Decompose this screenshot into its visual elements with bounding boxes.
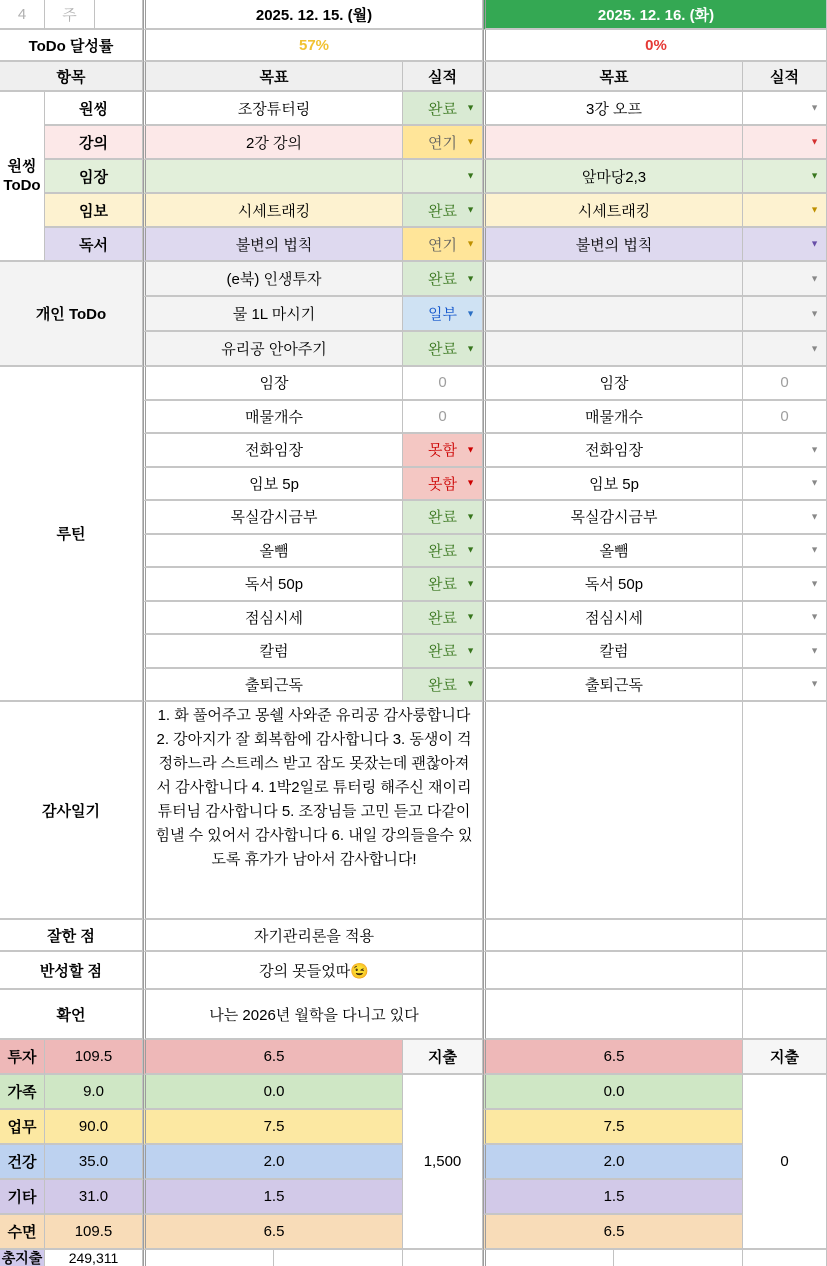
status-dropdown[interactable] — [403, 468, 483, 502]
status-dropdown[interactable] — [403, 126, 483, 160]
routine-item[interactable]: 임보 5p — [483, 468, 743, 502]
status-text: 완료 — [428, 509, 457, 527]
goal-cell[interactable] — [483, 332, 743, 367]
dropdown-arrow-icon: ▼ — [466, 645, 475, 656]
empty-cell[interactable] — [483, 1250, 614, 1266]
dropdown-arrow-icon: ▼ — [466, 273, 475, 283]
status-dropdown[interactable] — [743, 160, 827, 194]
status-dropdown[interactable] — [403, 160, 483, 194]
status-dropdown[interactable] — [743, 501, 827, 535]
routine-item[interactable]: 점심시세 — [143, 602, 403, 636]
goal-cell[interactable]: 유리공 안아주기 — [143, 332, 403, 367]
status-dropdown[interactable] — [403, 434, 483, 468]
status-dropdown[interactable] — [403, 194, 483, 228]
routine-item[interactable]: 출퇴근독 — [483, 669, 743, 703]
one-thing-section-label — [0, 92, 45, 262]
status-dropdown[interactable] — [743, 568, 827, 602]
dropdown-arrow-icon: ▼ — [810, 136, 819, 147]
dropdown-arrow-icon: ▼ — [810, 678, 819, 689]
day2-value-cell[interactable]: 2.0 — [483, 1145, 743, 1180]
status-dropdown[interactable] — [403, 297, 483, 332]
good-point-text-cell[interactable]: 자기관리론을 적용 — [143, 920, 483, 952]
empty-cell — [95, 0, 143, 30]
dropdown-arrow-icon: ▼ — [466, 611, 475, 622]
dropdown-arrow-icon: ▼ — [810, 170, 819, 181]
empty-cell[interactable] — [743, 990, 827, 1040]
status-dropdown[interactable] — [743, 92, 827, 126]
dropdown-arrow-icon: ▼ — [810, 102, 819, 113]
goal-cell[interactable] — [143, 160, 403, 194]
routine-item[interactable]: 칼럼 — [143, 635, 403, 669]
goal-cell[interactable] — [483, 126, 743, 160]
day1-date-header[interactable]: 2025. 12. 15. (월) — [143, 0, 483, 30]
routine-item[interactable]: 점심시세 — [483, 602, 743, 636]
goal-cell[interactable]: 시세트래킹 — [143, 194, 403, 228]
dropdown-arrow-icon: ▼ — [466, 170, 475, 181]
day1-value-cell[interactable]: 1.5 — [143, 1180, 403, 1215]
day2-actual-header: 실적 — [743, 62, 827, 92]
day2-rate-value[interactable]: 0% — [483, 30, 827, 62]
dropdown-arrow-icon: ▼ — [466, 308, 475, 318]
day1-value-cell[interactable]: 7.5 — [143, 1110, 403, 1145]
status-dropdown[interactable] — [743, 126, 827, 160]
status-dropdown[interactable] — [403, 332, 483, 367]
routine-item[interactable]: 독서 50p — [483, 568, 743, 602]
goal-cell[interactable]: (e북) 인생투자 — [143, 262, 403, 297]
week-number-cell[interactable]: 4 — [0, 0, 45, 30]
category-label: 업무 — [0, 1110, 45, 1145]
dropdown-arrow-icon: ▼ — [810, 645, 819, 656]
day2-date-header[interactable]: 2025. 12. 16. (화) — [483, 0, 827, 30]
empty-cell[interactable] — [743, 1250, 827, 1266]
status-dropdown[interactable] — [403, 501, 483, 535]
routine-item[interactable]: 독서 50p — [143, 568, 403, 602]
dropdown-arrow-icon: ▼ — [810, 444, 819, 455]
dropdown-arrow-icon: ▼ — [466, 204, 475, 215]
row-label: 독서 — [45, 228, 143, 262]
dropdown-arrow-icon: ▼ — [810, 238, 819, 249]
routine-item[interactable]: 임장 — [483, 367, 743, 401]
routine-item[interactable]: 매물개수 — [143, 401, 403, 435]
dropdown-arrow-icon: ▼ — [466, 477, 475, 488]
dropdown-arrow-icon: ▼ — [810, 477, 819, 488]
dropdown-arrow-icon: ▼ — [810, 611, 819, 622]
gratitude-text-cell[interactable]: 1. 화 풀어주고 몽쉘 사와준 유리공 감사룽합니다 2. 강아지가 잘 회복함에 감사합니다 3. 동생이 걱정하느라 스트레스 받고 잠도 못잤는데 괜찮아져서 감사합니다 4. 1박2일로 튜터링 해주신 재이리튜터님 감사합니다 5. 조장님들 고민 듣고 다같이 힘낼 수 있어서 감사합니다 6. 내일 강의들을수 있도록 휴가가 남아서 감사합니다! — [143, 702, 483, 920]
dropdown-arrow-icon: ▼ — [466, 544, 475, 555]
status-dropdown[interactable] — [403, 635, 483, 669]
routine-count-cell[interactable]: 0 — [403, 367, 483, 401]
status-dropdown[interactable] — [743, 194, 827, 228]
routine-item[interactable]: 전화임장 — [143, 434, 403, 468]
status-text: 완료 — [428, 609, 457, 627]
reflection-label: 반성할 점 — [0, 952, 143, 990]
row-label: 임보 — [45, 194, 143, 228]
category-label: 가족 — [0, 1075, 45, 1110]
dropdown-arrow-icon: ▼ — [810, 578, 819, 589]
goal-cell[interactable]: 2강 강의 — [143, 126, 403, 160]
day2-value-cell[interactable]: 6.5 — [483, 1040, 743, 1075]
routine-count-cell[interactable]: 0 — [743, 401, 827, 435]
status-text: 완료 — [428, 202, 457, 220]
day1-value-cell[interactable]: 0.0 — [143, 1075, 403, 1110]
status-text: 완료 — [428, 676, 457, 694]
dropdown-arrow-icon: ▼ — [466, 136, 475, 147]
dropdown-arrow-icon: ▼ — [810, 204, 819, 215]
status-dropdown[interactable] — [403, 92, 483, 126]
status-dropdown[interactable] — [743, 297, 827, 332]
goal-cell[interactable]: 불변의 법칙 — [143, 228, 403, 262]
status-dropdown[interactable] — [743, 262, 827, 297]
category-label: 건강 — [0, 1145, 45, 1180]
status-dropdown[interactable] — [403, 602, 483, 636]
dropdown-arrow-icon: ▼ — [466, 511, 475, 522]
status-dropdown[interactable] — [743, 602, 827, 636]
personal-todo-section — [0, 262, 827, 367]
routine-item[interactable]: 목실감시금부 — [483, 501, 743, 535]
week-unit-cell[interactable]: 주 — [45, 0, 95, 30]
day1-expense-value[interactable]: 1,500 — [403, 1075, 483, 1250]
routine-count-cell[interactable]: 0 — [403, 401, 483, 435]
empty-cell[interactable] — [743, 952, 827, 990]
week-total-cell[interactable]: 109.5 — [45, 1215, 143, 1250]
routine-item[interactable]: 임보 5p — [143, 468, 403, 502]
affirmation-label: 확언 — [0, 990, 143, 1040]
row-label: 임장 — [45, 160, 143, 194]
dropdown-arrow-icon: ▼ — [466, 444, 475, 455]
day2-value-cell[interactable]: 6.5 — [483, 1215, 743, 1250]
goal-cell[interactable]: 물 1L 마시기 — [143, 297, 403, 332]
row-label: 원씽 — [45, 92, 143, 126]
goal-cell[interactable]: 조장튜터링 — [143, 92, 403, 126]
status-dropdown[interactable] — [743, 228, 827, 262]
day2-goal-header: 목표 — [483, 62, 743, 92]
empty-cell[interactable] — [143, 1250, 274, 1266]
status-text: 못함 — [428, 442, 457, 460]
personal-section-label: 개인 ToDo — [0, 262, 143, 367]
dropdown-arrow-icon: ▼ — [466, 238, 475, 249]
status-text: 완료 — [428, 576, 457, 594]
status-dropdown[interactable] — [403, 568, 483, 602]
goal-cell[interactable] — [483, 262, 743, 297]
one-thing-todo-section — [0, 92, 827, 262]
good-point-label: 잘한 점 — [0, 920, 143, 952]
date-header-row — [0, 0, 827, 30]
status-text: 완료 — [428, 100, 457, 118]
day1-value-cell[interactable]: 6.5 — [143, 1215, 403, 1250]
routine-section — [0, 367, 827, 702]
day1-value-cell[interactable]: 2.0 — [143, 1145, 403, 1180]
status-dropdown[interactable] — [743, 635, 827, 669]
empty-cell[interactable] — [483, 920, 743, 952]
gratitude-row — [0, 702, 827, 920]
routine-item[interactable]: 올뺌 — [483, 535, 743, 569]
status-dropdown[interactable] — [743, 434, 827, 468]
week-total-cell[interactable]: 109.5 — [45, 1040, 143, 1075]
week-total-cell[interactable]: 35.0 — [45, 1145, 143, 1180]
status-dropdown[interactable] — [403, 228, 483, 262]
goal-cell[interactable] — [483, 297, 743, 332]
category-label: 투자 — [0, 1040, 45, 1075]
affirmation-text-cell[interactable]: 나는 2026년 월학을 다니고 있다 — [143, 990, 483, 1040]
reflection-row — [0, 952, 827, 990]
status-text: 완료 — [428, 643, 457, 661]
routine-item[interactable]: 칼럼 — [483, 635, 743, 669]
routine-item[interactable]: 출퇴근독 — [143, 669, 403, 703]
dropdown-arrow-icon: ▼ — [810, 273, 819, 283]
day2-expense-value[interactable]: 0 — [743, 1075, 827, 1250]
status-text: 일부 — [428, 306, 457, 323]
item-header: 항목 — [0, 62, 143, 92]
status-text: 연기 — [428, 236, 457, 254]
day2-expense-header: 지출 — [743, 1040, 827, 1075]
goal-cell[interactable]: 3강 오프 — [483, 92, 743, 126]
day2-value-cell[interactable]: 1.5 — [483, 1180, 743, 1215]
empty-cell[interactable] — [483, 990, 743, 1040]
column-header-row — [0, 62, 827, 92]
gratitude-label: 감사일기 — [0, 702, 143, 920]
routine-section-label: 루틴 — [0, 367, 143, 702]
day1-goal-header: 목표 — [143, 62, 403, 92]
empty-cell[interactable] — [743, 702, 827, 920]
week-total-cell[interactable]: 90.0 — [45, 1110, 143, 1145]
day2-value-cell[interactable]: 0.0 — [483, 1075, 743, 1110]
week-total-cell[interactable]: 31.0 — [45, 1180, 143, 1215]
category-label: 수면 — [0, 1215, 45, 1250]
status-text: 못함 — [428, 475, 457, 493]
dropdown-arrow-icon: ▼ — [810, 544, 819, 555]
day2-value-cell[interactable]: 7.5 — [483, 1110, 743, 1145]
todo-rate-label: ToDo 달성률 — [0, 30, 143, 62]
empty-cell[interactable] — [274, 1250, 403, 1266]
week-total-cell[interactable]: 9.0 — [45, 1075, 143, 1110]
dropdown-arrow-icon: ▼ — [810, 511, 819, 522]
status-dropdown[interactable] — [403, 262, 483, 297]
goal-cell[interactable]: 앞마당2,3 — [483, 160, 743, 194]
dropdown-arrow-icon: ▼ — [466, 678, 475, 689]
goal-cell[interactable]: 불변의 법칙 — [483, 228, 743, 262]
empty-cell[interactable] — [614, 1250, 743, 1266]
day1-rate-value[interactable]: 57% — [143, 30, 483, 62]
status-dropdown[interactable] — [403, 535, 483, 569]
total-expense-row — [0, 1250, 827, 1266]
empty-cell[interactable] — [743, 920, 827, 952]
status-text: 연기 — [428, 134, 457, 152]
one-thing-label-line1: 원씽 — [7, 158, 37, 175]
status-dropdown[interactable] — [743, 669, 827, 703]
total-expense-value[interactable]: 249,311 — [45, 1250, 143, 1266]
status-dropdown[interactable] — [743, 332, 827, 367]
routine-item[interactable]: 목실감시금부 — [143, 501, 403, 535]
routine-count-cell[interactable]: 0 — [743, 367, 827, 401]
goal-cell[interactable]: 시세트래킹 — [483, 194, 743, 228]
row-label: 강의 — [45, 126, 143, 160]
status-text: 완료 — [428, 542, 457, 560]
day1-expense-header: 지출 — [403, 1040, 483, 1075]
empty-cell[interactable] — [483, 702, 743, 920]
status-dropdown[interactable] — [743, 468, 827, 502]
status-text: 완료 — [428, 341, 457, 358]
empty-cell[interactable] — [483, 952, 743, 990]
status-text: 완료 — [428, 271, 457, 288]
empty-cell[interactable] — [403, 1250, 483, 1266]
one-thing-label-line2: ToDo — [3, 177, 41, 194]
time-summary-section — [0, 1040, 827, 1250]
routine-item[interactable]: 임장 — [143, 367, 403, 401]
dropdown-arrow-icon: ▼ — [466, 102, 475, 113]
todo-rate-row — [0, 30, 827, 62]
affirmation-row — [0, 990, 827, 1040]
dropdown-arrow-icon: ▼ — [466, 578, 475, 589]
category-label: 기타 — [0, 1180, 45, 1215]
day1-actual-header: 실적 — [403, 62, 483, 92]
routine-item[interactable]: 올뺌 — [143, 535, 403, 569]
routine-item[interactable]: 매물개수 — [483, 401, 743, 435]
reflection-text-cell[interactable]: 강의 못들었따😉 — [143, 952, 483, 990]
routine-item[interactable]: 전화임장 — [483, 434, 743, 468]
dropdown-arrow-icon: ▼ — [810, 308, 819, 318]
good-point-row — [0, 920, 827, 952]
status-dropdown[interactable] — [743, 535, 827, 569]
day1-value-cell[interactable]: 6.5 — [143, 1040, 403, 1075]
dropdown-arrow-icon: ▼ — [810, 343, 819, 353]
dropdown-arrow-icon: ▼ — [466, 343, 475, 353]
total-expense-label: 총지출 — [0, 1250, 45, 1266]
status-dropdown[interactable] — [403, 669, 483, 703]
